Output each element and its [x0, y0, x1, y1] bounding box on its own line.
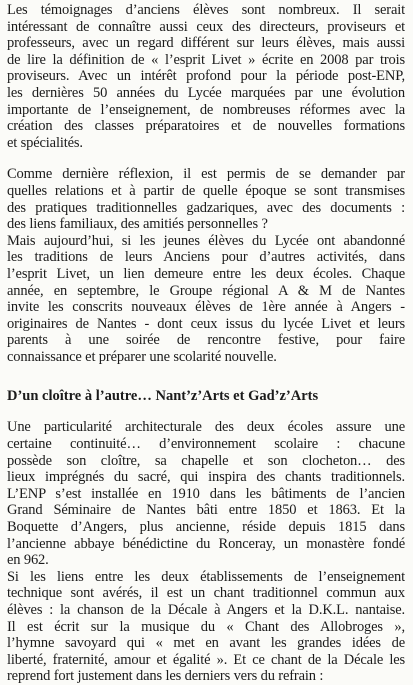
text-line: liberté, fraternité, amour et égalité ». Et ce chant de la Décale les — [7, 651, 405, 668]
text-line: professeurs, avec un regard différent sur leurs élèves, mais aussi — [7, 35, 405, 52]
text-line: Mais aujourd’hui, si les jeunes élèves du Lycée ont abandonné — [7, 232, 405, 249]
text-line: élèves : la chanson de la Décale à Angers et la D.K.L. nantaise. — [7, 602, 405, 618]
text-line: Grand Séminaire de Nantes bâti entre 1850 et 1863. Et la — [7, 502, 405, 519]
text-line: Une particularité architecturale des deux écoles assure une — [7, 419, 405, 436]
text-line: l’ancienne abbaye bénédictine du Ronceray, un monastère fondé — [7, 535, 405, 552]
paragraph-today — [7, 233, 405, 366]
paragraph-testimonies — [7, 0, 405, 151]
text-line: de lire la définition de « l’esprit Livet » écrite en 2008 par trois — [7, 51, 405, 68]
text-line: Il est écrit sur la musique du « Chant des Allobroges », — [7, 618, 405, 635]
text-line: en 962. — [7, 552, 49, 569]
text-line: Boquette d’Angers, plus ancienne, réside depuis 1815 dans — [7, 519, 405, 536]
paragraph-song — [7, 569, 405, 685]
text-line: des pratiques traditionnelles gadzariques, avec des documents : — [7, 199, 405, 216]
paragraph-reflection — [7, 166, 405, 232]
text-line: importante de l’enseignement, de nombreuses réformes avec la — [7, 101, 405, 118]
text-line: des liens familiaux, des amitiés personnelles ? — [7, 216, 268, 233]
text-line: Les témoignages d’anciens élèves sont nombreux. Il serait — [7, 2, 405, 18]
text-line: l’esprit Livet, un lien demeure entre les deux écoles. Chaque — [7, 265, 405, 282]
text-line: L’ENP s’est installée en 1910 dans les bâtiments de l’ancien — [7, 485, 405, 502]
text-line: lieux imprégnés du sacré, qui inspira des chants traditionnels. — [7, 469, 405, 486]
text-line: Si les liens entre les deux établissements de l’enseignement — [7, 568, 405, 585]
paragraph-architecture — [7, 419, 405, 568]
text-line: reprend fort justement dans les derniers vers du refrain : — [7, 668, 324, 685]
text-line: création des classes préparatoires et de nouvelles formations — [7, 118, 405, 135]
text-line: et spécialités. — [7, 134, 83, 151]
text-line: quelles relations et à partir de quelle époque se sont transmises — [7, 182, 405, 199]
text-line: invite les conscrits nouveaux élèves de 1ère année à Angers - — [7, 299, 405, 316]
text-line: parents à une soirée de rencontre festive, pour faire — [7, 332, 405, 349]
text-line: technique sont avérés, il est un chant traditionnel commun aux — [7, 585, 405, 602]
text-line: originaires de Nantes - dont ceux issus du lycée Livet et leurs — [7, 315, 405, 332]
text-line: connaissance et préparer une scolarité nouvelle. — [7, 348, 277, 365]
text-line: Comme dernière réflexion, il est permis de se demander par — [7, 166, 405, 183]
text-line: intéressant de connaître aussi ceux des directeurs, proviseurs et — [7, 18, 405, 35]
text-line: l’hymne savoyard qui « met en avant les grandes idées de — [7, 635, 405, 652]
text-line: les traditions de leurs Anciens pour d’autres activités, dans — [7, 249, 405, 266]
text-line: certaine continuité… d’environnement scolaire : chacune — [7, 436, 405, 453]
section-heading: D’un cloître à l’autre… Nant’z’Arts et Gad’z’Arts — [7, 388, 319, 405]
text-line: année, en septembre, le Groupe régional A & M de Nantes — [7, 282, 405, 299]
text-line: possède son cloître, sa chapelle et son clocheton… des — [7, 452, 405, 469]
text-line: les dernières 50 années du Lycée marquées par une évolution — [7, 84, 405, 101]
text-line: proviseurs. Avec un intérêt profond pour la période post-ENP, — [7, 68, 405, 85]
